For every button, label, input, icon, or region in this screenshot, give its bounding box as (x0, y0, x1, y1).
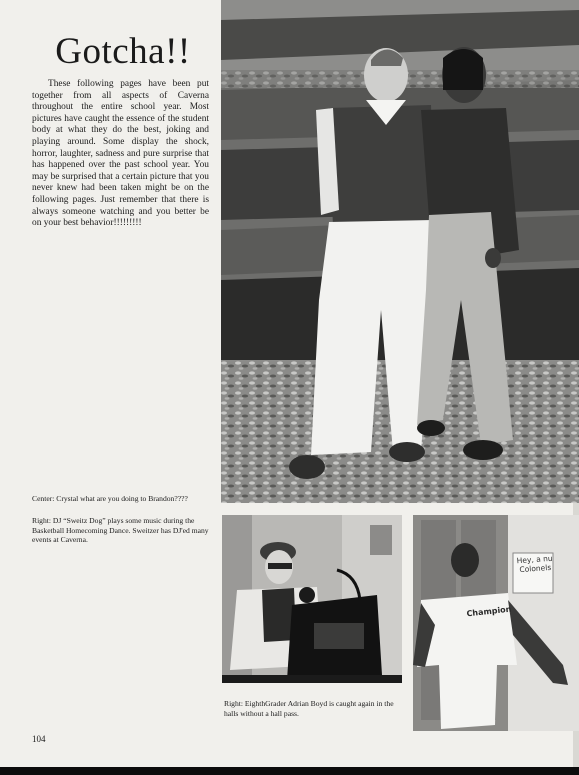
intro-paragraph: These following pages have been put together from all aspects of Caverna throughout the entire school year. Most pictures have caught the essence of the student body at what they do the best, joking and playing around. Some display the shock, horror, laughter, sadness and pure surprise that has happened over the past school year. You may be surprised that a certain picture that you never knew had been taken might be on the following pages. Just remember that there is always someone watching and you better be on your best behavior!!!!!!!!! (32, 79, 209, 229)
main-photo (221, 0, 579, 503)
center-caption: Center: Crystal what are you doing to Brandon???? (32, 494, 188, 503)
page-number: 104 (32, 734, 46, 744)
hallway-caption: Right: EighthGrader Adrian Boyd is caught again in the halls without a hall pass. (224, 699, 394, 718)
hallway-sign-text: Hey, a nu Colonels (516, 553, 553, 575)
dj-photo (222, 515, 402, 683)
page-title: Gotcha!! (55, 31, 191, 72)
shirt-logo-text: Champion (466, 604, 512, 619)
dj-caption: Right: DJ “Sweitz Dog” plays some music during the Basketball Homecoming Dance. Sweitzer has DJ'ed many events at Caverna. (32, 516, 209, 545)
page-bottom-edge (0, 767, 579, 775)
hallway-photo (413, 515, 579, 731)
